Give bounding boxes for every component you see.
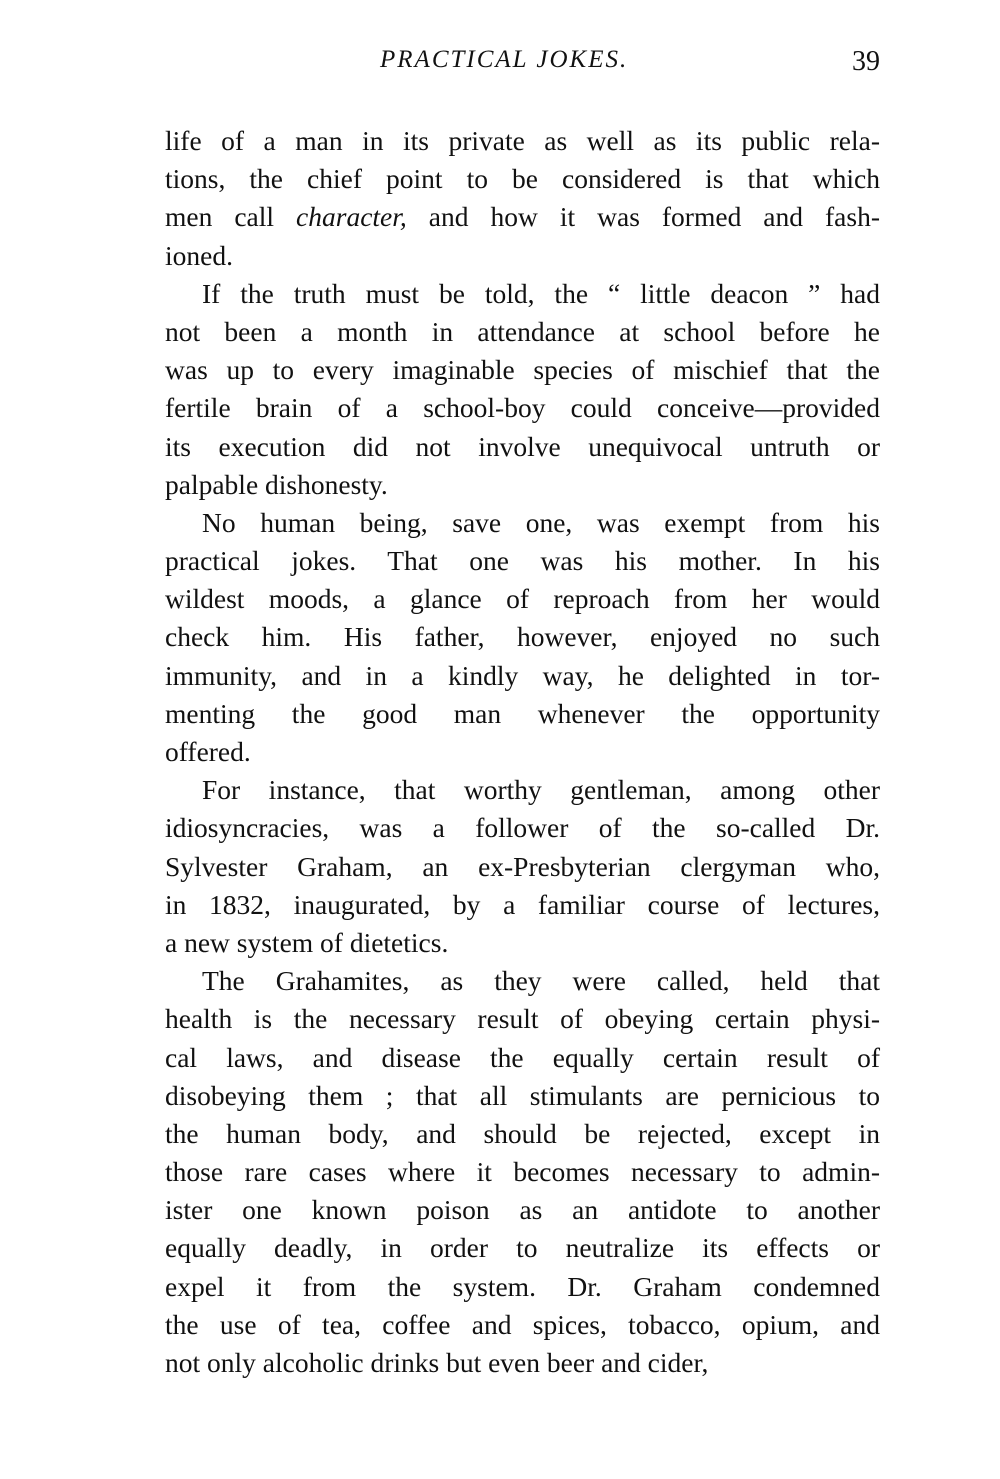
text-line: If the truth must be told, the “ little deacon ” had — [202, 277, 880, 309]
text-line: For instance, that worthy gentleman, among other — [202, 774, 880, 806]
text-line: those rare cases where it becomes necessary to admin- — [165, 1156, 880, 1188]
text-line: health is the necessary result of obeying certain physi- — [165, 1003, 880, 1035]
text-line: ister one known poison as an antidote to another — [165, 1194, 880, 1226]
page-number: 39 — [852, 46, 880, 77]
text-line: expel it from the system. Dr. Graham condemned — [165, 1270, 880, 1302]
text-line: offered. — [165, 736, 251, 767]
text-line: palpable dishonesty. — [165, 468, 388, 500]
text-line: the use of tea, coffee and spices, tobacco, opium, and — [165, 1308, 880, 1340]
text-line: menting the good man whenever the opportunity — [165, 697, 880, 729]
text-line: the human body, and should be rejected, except in — [165, 1117, 880, 1149]
text-line: practical jokes. That one was his mother. In his — [165, 545, 880, 577]
text-line: immunity, and in a kindly way, he delighted in tor- — [165, 659, 880, 691]
text-segment: men call — [165, 201, 297, 233]
text-line: idiosyncracies, was a follower of the so-called Dr. — [165, 812, 880, 844]
text-line: life of a man in its private as well as its public rela- — [165, 125, 880, 156]
paragraph — [165, 962, 880, 1382]
text-line: No human being, save one, was exempt from his — [202, 506, 880, 538]
text-line: tions, the chief point to be considered is that which — [165, 163, 880, 195]
chapter-title: PRACTICAL JOKES. — [380, 46, 629, 73]
text-line: fertile brain of a school-boy could conceive—provided — [165, 392, 880, 424]
text-line: equally deadly, in order to neutralize its effects or — [165, 1232, 880, 1264]
text-line — [165, 198, 880, 236]
text-line: ioned. — [165, 239, 233, 271]
text-line: check him. His father, however, enjoyed no such — [165, 621, 880, 653]
text-line: was up to every imaginable species of mischief that the — [165, 354, 880, 386]
body-text — [165, 122, 880, 1382]
italic-word: character, — [296, 201, 407, 233]
text-line: its execution did not involve unequivocal untruth or — [165, 430, 880, 462]
paragraph — [165, 122, 880, 275]
text-line: not been a month in attendance at school before he — [165, 315, 880, 347]
text-line: in 1832, inaugurated, by a familiar course of lectures, — [165, 888, 880, 920]
text-segment: and how it was formed and fash- — [406, 201, 880, 233]
text-line: cal laws, and disease the equally certain result of — [165, 1041, 880, 1073]
text-line: Sylvester Graham, an ex-Presbyterian clergyman who, — [165, 850, 880, 882]
text-line: a new system of dietetics. — [165, 926, 449, 958]
text-line: The Grahamites, as they were called, held that — [202, 965, 880, 997]
paragraph — [165, 275, 880, 504]
text-line: not only alcoholic drinks but even beer and cider, — [165, 1347, 709, 1378]
text-line: disobeying them ; that all stimulants are pernicious to — [165, 1079, 880, 1111]
text-line: wildest moods, a glance of reproach from her would — [165, 583, 880, 615]
paragraph — [165, 771, 880, 962]
running-head — [165, 46, 880, 86]
paragraph — [165, 504, 880, 771]
